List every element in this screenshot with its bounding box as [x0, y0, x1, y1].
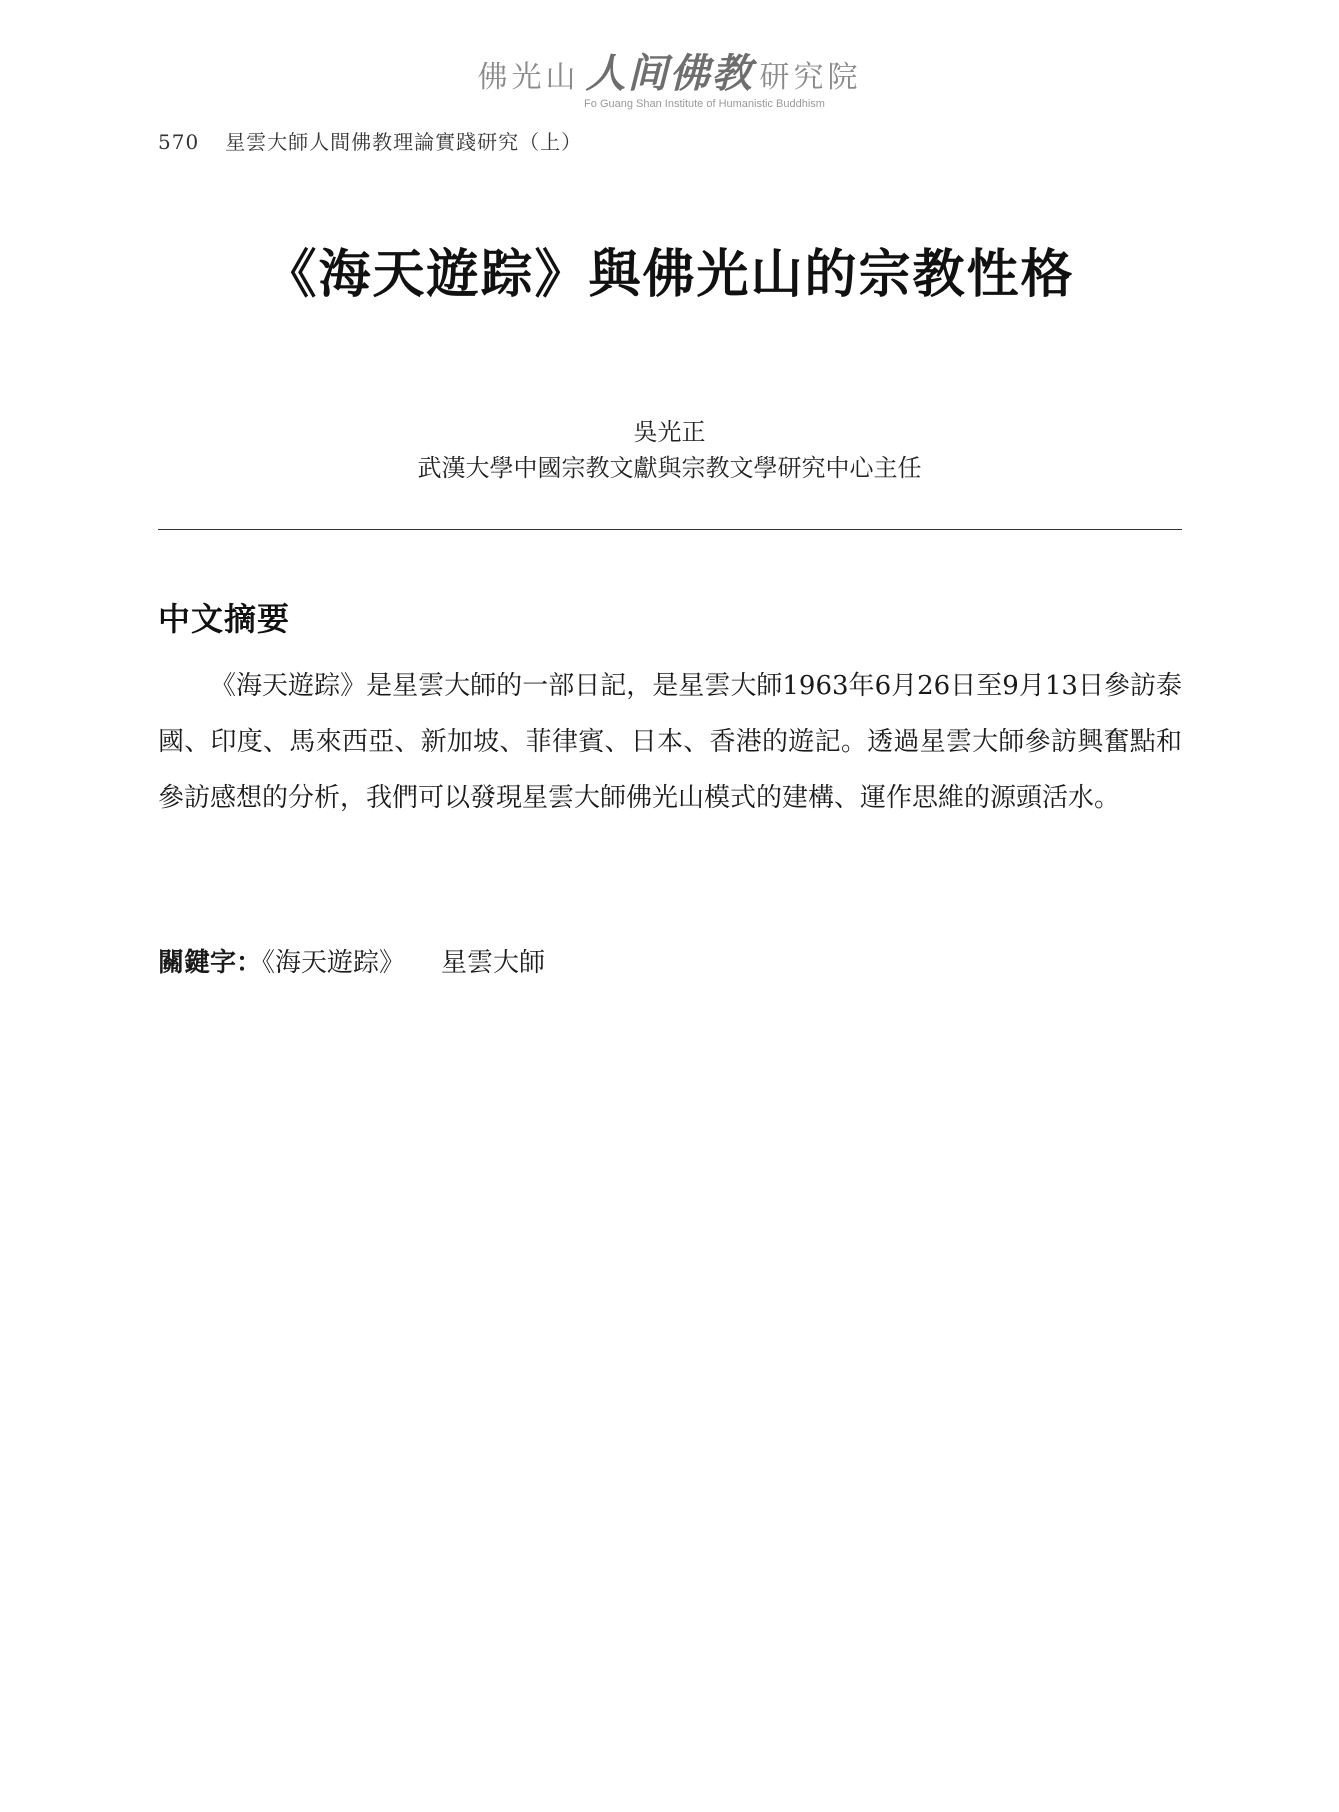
watermark-english: Fo Guang Shan Institute of Humanistic Buddhism: [584, 98, 825, 110]
keywords: [158, 942, 581, 979]
watermark-right-text: 研究院: [759, 60, 862, 95]
institute-watermark: [0, 50, 1339, 110]
watermark-logo: [0, 50, 1339, 97]
keyword-term: 《海天遊踪》: [262, 948, 406, 978]
abstract-body: 《海天遊踪》是星雲大師的一部日記，是星雲大師1963年6月26日至9月13日參訪泰國、印度、馬來西亞、新加坡、菲律賓、日本、香港的遊記。透過星雲大師參訪興奮點和參訪感想的分析，我們可以發現星雲大師佛光山模式的建構、運作思維的源頭活水。: [158, 671, 1182, 813]
running-head: [158, 126, 582, 155]
running-head-title: 星雲大師人間佛教理論實踐研究（上）: [225, 130, 583, 154]
watermark-left-text: 佛光山: [477, 60, 580, 95]
keyword-term: 星雲大師: [441, 948, 546, 978]
abstract-heading: 中文摘要: [158, 600, 291, 638]
keywords-label: 關鍵字：: [158, 948, 263, 978]
author-name: 吳光正: [633, 418, 706, 446]
page-number: 570: [158, 130, 200, 154]
watermark-calligraphy: 人间佛教: [585, 50, 754, 97]
header-divider: [158, 529, 1182, 530]
paper-title: 《海天遊踪》與佛光山的宗教性格: [264, 244, 1075, 305]
author-affiliation: 武漢大學中國宗教文獻與宗教文學研究中心主任: [417, 454, 922, 482]
